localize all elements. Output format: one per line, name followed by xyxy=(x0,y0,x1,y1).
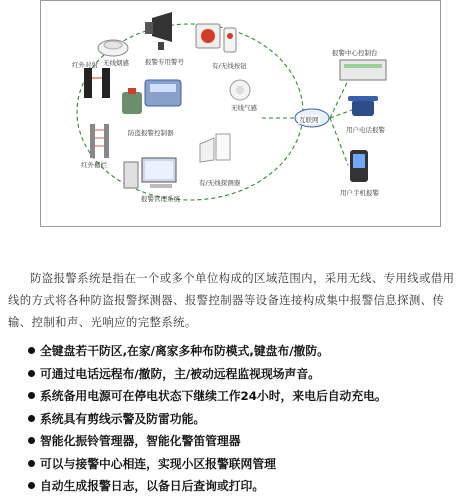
user-mobile-icon xyxy=(350,150,368,182)
feature-text: 可通过电话远程布/撤防，主/被动远程监视现场声音。 xyxy=(40,366,320,381)
feature-text: 系统备用电源可在停电状态下继续工作24小时，来电后自动充电。 xyxy=(40,389,387,403)
bullet-icon xyxy=(28,370,35,377)
bullet-icon xyxy=(28,415,35,422)
feature-item xyxy=(28,453,387,476)
label-alarm-center: 报警中心控制台 xyxy=(332,49,378,57)
label-alarm-management: 报警管理系统 xyxy=(141,195,180,203)
feature-item xyxy=(28,340,387,363)
label-smoke-detector: 无线烟感 xyxy=(103,59,129,67)
intro-paragraph: 防盗报警系统是指在一个或多个单位构成的区域范围内，采用无线、专用线或借用线的方式将各种防盗报警探测器、报警控制器等设备连接构成集中报警信息探测、传输、控制和声、光响应的完整系统。 xyxy=(8,271,455,330)
bullet-icon xyxy=(28,460,35,467)
label-user-mobile: 用户手机报警 xyxy=(340,189,379,197)
smoke-detector-icon xyxy=(98,40,128,56)
user-phone-icon xyxy=(348,96,378,116)
label-wireless-detector: 有/无线探测器 xyxy=(199,179,241,187)
feature-text: 自动生成报警日志，以备日后查询或打印。 xyxy=(40,479,265,493)
bullet-icon xyxy=(28,437,35,444)
feature-text: 系统具有剪线示警及防雷功能。 xyxy=(40,411,206,426)
security-system-diagram xyxy=(0,0,472,232)
feature-item xyxy=(28,363,387,386)
label-user-phone: 用户电话报警 xyxy=(346,126,385,134)
label-infrared-beam: 红外对射 xyxy=(72,61,98,69)
label-gas-detector: 无线气感 xyxy=(231,104,257,112)
diagram-graphic xyxy=(0,0,472,232)
alarm-center-console-icon xyxy=(340,60,386,80)
bullet-icon xyxy=(28,482,35,489)
feature-text: 全键盘若干防区,在家/离家多种布防模式,键盘布/撤防。 xyxy=(40,344,329,358)
label-alarm-siren: 报警专用警号 xyxy=(145,58,184,66)
feature-item xyxy=(28,475,387,498)
feature-item xyxy=(28,430,387,453)
feature-item xyxy=(28,385,387,408)
feature-text: 智能化振铃管理器，智能化警笛管理器 xyxy=(40,434,241,448)
wireless-button-icon xyxy=(196,24,236,52)
label-internet: 互联网 xyxy=(299,116,319,124)
label-alarm-controller: 防盗报警控制器 xyxy=(128,129,174,137)
bullet-icon xyxy=(28,347,35,354)
gas-detector-icon xyxy=(230,80,250,100)
feature-text: 可以与接警中心相连，实现小区报警联网管理 xyxy=(40,456,276,471)
label-wireless-button: 有/无线按钮 xyxy=(212,62,247,70)
feature-item xyxy=(28,408,387,431)
feature-list xyxy=(28,340,387,498)
bullet-icon xyxy=(28,392,35,399)
label-infrared-fence: 红外栅栏 xyxy=(81,161,107,169)
diagram-frame xyxy=(41,1,441,227)
